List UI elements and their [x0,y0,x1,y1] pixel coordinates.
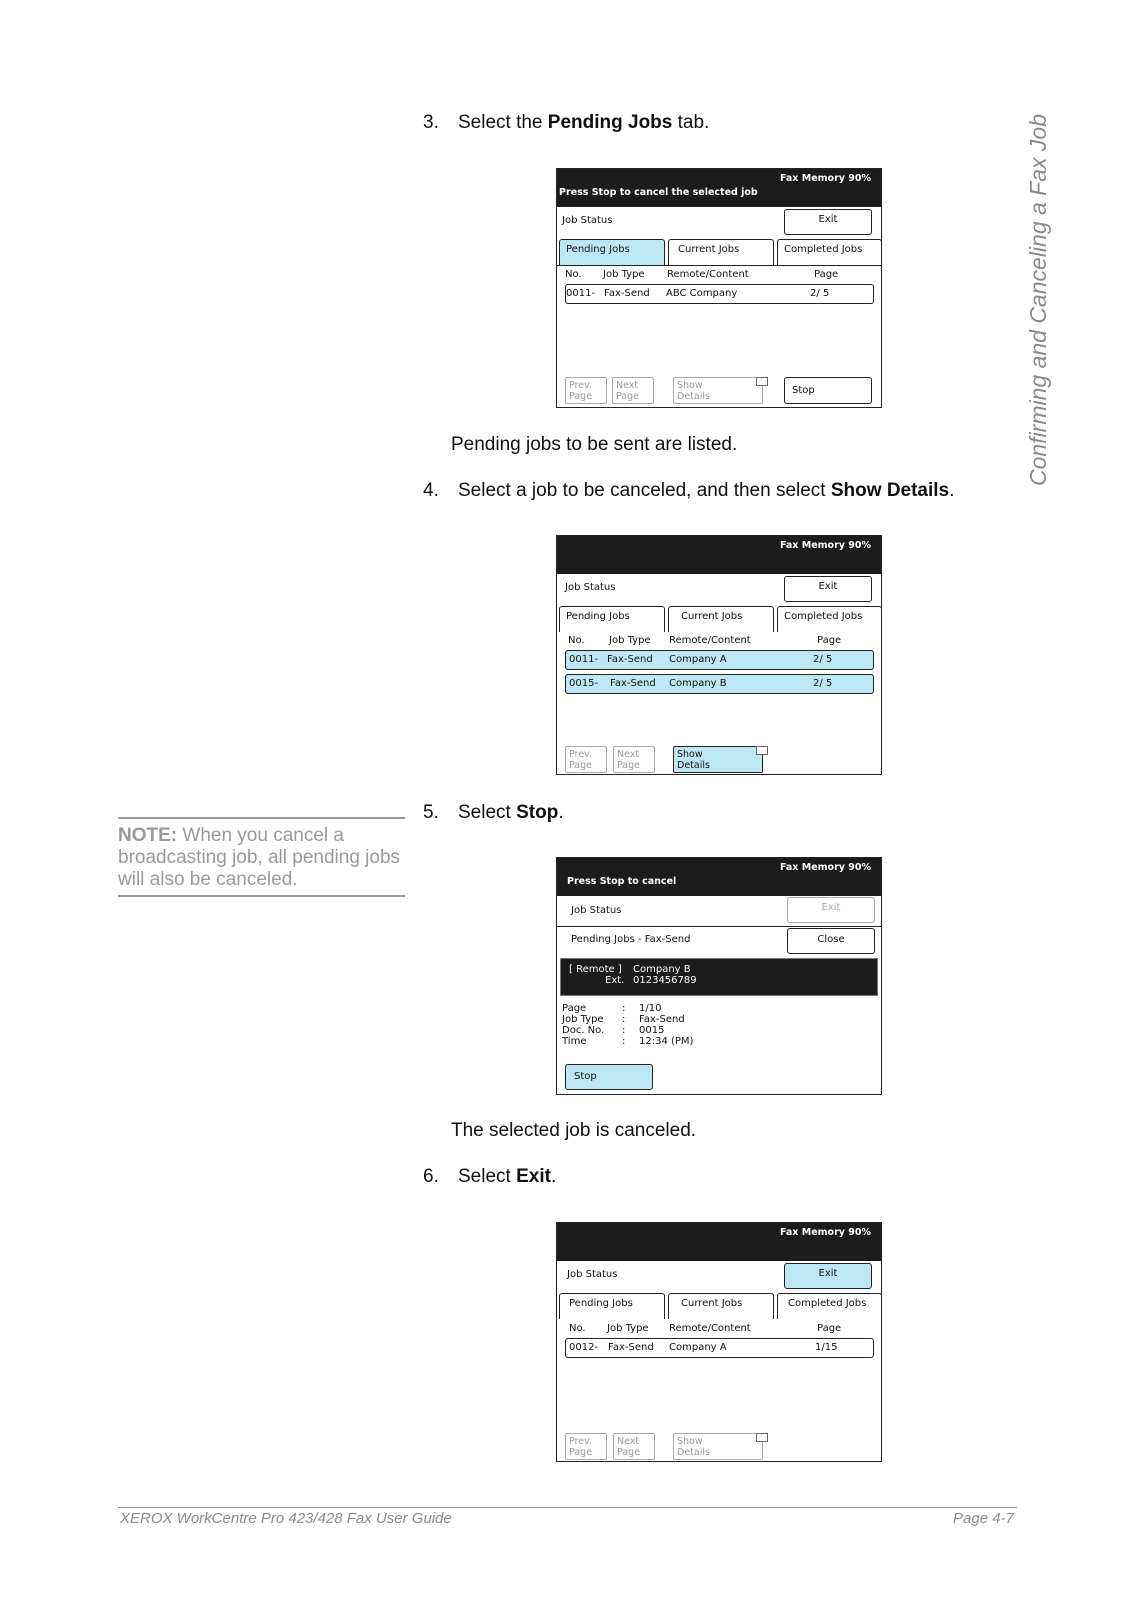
detail-value: 12:34 (PM) [639,1036,694,1047]
tab-completed-jobs[interactable]: Completed Jobs [777,239,882,265]
job-status-label: Job Status [571,905,622,916]
prev-page-button[interactable] [565,746,607,773]
step-text: Select [458,802,517,823]
detail-colon: : [622,1014,626,1025]
detail-value: Fax-Send [639,1014,685,1025]
next-label-1: Next [616,380,639,391]
next-label-2: Page [616,391,639,402]
step-3 [423,112,709,134]
step-text: Select [458,1166,517,1187]
row-page: 1/15 [815,1342,838,1353]
col-job-type: Job Type [609,635,651,646]
show-details-button[interactable] [673,377,763,404]
screen-header [557,1223,881,1261]
detail-colon: : [622,1036,626,1047]
job-status-label: Job Status [567,1269,618,1280]
stop-button[interactable]: Stop [784,377,872,404]
row-type: Fax-Send [604,288,650,299]
note-label: NOTE: [118,825,178,846]
paragraph-pending-listed: Pending jobs to be sent are listed. [451,434,738,455]
details-corner-icon [756,377,768,386]
col-no: No. [565,269,582,280]
remote-info-panel [560,958,878,996]
prev-label-2: Page [569,1447,592,1458]
step-4 [423,480,954,502]
row-no: 0015- [569,678,599,689]
row-no: 0011- [566,288,596,299]
tab-pending-jobs[interactable]: Pending Jobs [559,1293,665,1319]
col-no: No. [569,1323,586,1334]
step-text-end: tab. [672,112,710,133]
details-corner-icon [756,1433,768,1442]
col-remote: Remote/Content [669,635,751,646]
remote-label: [ Remote ] [569,964,622,975]
prev-page-button[interactable] [565,1433,607,1460]
col-job-type: Job Type [603,269,645,280]
prev-label-1: Prev. [569,749,593,760]
next-page-button[interactable] [613,1433,655,1460]
row-page: 2/ 5 [810,288,830,299]
row-remote: Company B [669,678,727,689]
col-job-type: Job Type [607,1323,649,1334]
detail-value: 0015 [639,1025,665,1036]
col-remote: Remote/Content [669,1323,751,1334]
tab-current-jobs[interactable]: Current Jobs [668,239,774,265]
next-label-1: Next [617,1436,640,1447]
fax-memory-label: Fax Memory 90% [779,540,871,551]
row-type: Fax-Send [610,678,656,689]
step-text-end: . [550,1166,557,1187]
divider [557,926,881,927]
job-status-label: Job Status [562,215,613,226]
table-row[interactable] [565,674,874,694]
col-page: Page [814,269,839,280]
exit-button[interactable]: Exit [787,897,875,923]
job-status-label: Job Status [565,582,616,593]
step-5 [423,802,564,824]
prev-label-1: Prev. [569,380,593,391]
col-page: Page [817,1323,842,1334]
detail-value: 1/10 [639,1003,662,1014]
step-number: 5. [423,802,439,823]
detail-label: Time [562,1036,587,1047]
screen-exit [556,1222,882,1462]
row-no: 0011- [569,654,599,665]
chapter-side-title: Confirming and Canceling a Fax Job [1025,113,1051,487]
step-text-end: . [949,480,955,501]
row-remote: Company A [669,654,727,665]
pending-subtitle: Pending Jobs - Fax-Send [571,934,691,945]
step-text-end: . [558,802,564,823]
row-remote: Company A [669,1342,727,1353]
footer-guide-title: XEROX WorkCentre Pro 423/428 Fax User Guide [120,1510,452,1527]
show-label-1: Show [677,1436,703,1447]
show-details-button[interactable] [673,746,763,773]
close-button[interactable]: Close [787,928,875,954]
note-box [118,817,405,897]
prev-label-2: Page [569,760,592,771]
screen-header [557,169,881,207]
footer-rule [118,1507,1017,1508]
row-page: 2/ 5 [813,654,833,665]
show-label-2: Details [677,1447,710,1458]
prev-label-2: Page [569,391,592,402]
ext-value: 0123456789 [633,975,697,986]
col-remote: Remote/Content [667,269,749,280]
screen-select-job [556,535,882,775]
tab-divider [557,265,881,266]
screen-header [557,536,881,574]
details-corner-icon [756,746,768,755]
step-number: 6. [423,1166,439,1187]
tab-completed-jobs[interactable]: Completed Jobs [777,1293,882,1319]
prev-page-button[interactable] [565,377,607,404]
next-label-2: Page [617,760,640,771]
detail-colon: : [622,1025,626,1036]
next-label-1: Next [617,749,640,760]
tab-completed-jobs[interactable]: Completed Jobs [777,606,882,632]
tab-pending-jobs[interactable]: Pending Jobs [559,606,665,632]
screen-header [557,858,881,896]
show-label-2: Details [677,760,710,771]
table-row[interactable] [565,650,874,670]
prev-label-1: Prev. [569,1436,593,1447]
table-row[interactable] [565,284,874,304]
exit-button[interactable]: Exit [784,209,872,235]
show-label-2: Details [677,391,710,402]
detail-label: Job Type [562,1014,604,1025]
fax-memory-label: Fax Memory 90% [779,1227,871,1238]
screen-message: Press Stop to cancel the selected job [559,187,758,198]
screen-pending-jobs [556,168,882,408]
screen-message: Press Stop to cancel [567,876,677,887]
detail-label: Doc. No. [562,1025,605,1036]
table-row[interactable] [565,1338,874,1358]
step-6 [423,1166,556,1188]
next-label-2: Page [617,1447,640,1458]
col-no: No. [568,635,585,646]
step-text: Select the [458,112,548,133]
show-label-1: Show [677,749,703,760]
footer-page-number: Page 4-7 [953,1510,1014,1527]
step-bold: Show Details [830,480,950,501]
fax-memory-label: Fax Memory 90% [779,173,871,184]
screen-job-details [556,857,882,1095]
tab-current-jobs[interactable]: Current Jobs [668,1293,774,1319]
detail-colon: : [622,1003,626,1014]
tab-pending-jobs[interactable]: Pending Jobs [559,239,665,265]
col-page: Page [817,635,842,646]
paragraph-job-canceled: The selected job is canceled. [451,1120,697,1141]
row-remote: ABC Company [666,288,738,299]
step-bold: Exit [516,1166,551,1187]
show-details-button[interactable] [673,1433,763,1460]
exit-button[interactable]: Exit [784,1263,872,1289]
step-bold: Stop [516,802,559,823]
step-number: 3. [423,112,439,133]
exit-button[interactable]: Exit [784,576,872,602]
next-page-button[interactable] [613,746,655,773]
detail-label: Page [562,1003,587,1014]
fax-memory-label: Fax Memory 90% [779,862,871,873]
step-number: 4. [423,480,439,501]
remote-value: Company B [633,964,691,975]
next-page-button[interactable] [612,377,654,404]
note-text: When you cancel a broadcasting job, all pending jobs will also be canceled. [118,825,401,890]
step-bold: Pending Jobs [547,112,673,133]
stop-button[interactable]: Stop [565,1064,653,1090]
tab-current-jobs[interactable]: Current Jobs [668,606,774,632]
step-text: Select a job to be canceled, and then select [458,480,831,501]
ext-label: Ext. [605,975,625,986]
row-no: 0012- [569,1342,599,1353]
row-page: 2/ 5 [813,678,833,689]
show-label-1: Show [677,380,703,391]
row-type: Fax-Send [608,1342,654,1353]
row-type: Fax-Send [607,654,653,665]
